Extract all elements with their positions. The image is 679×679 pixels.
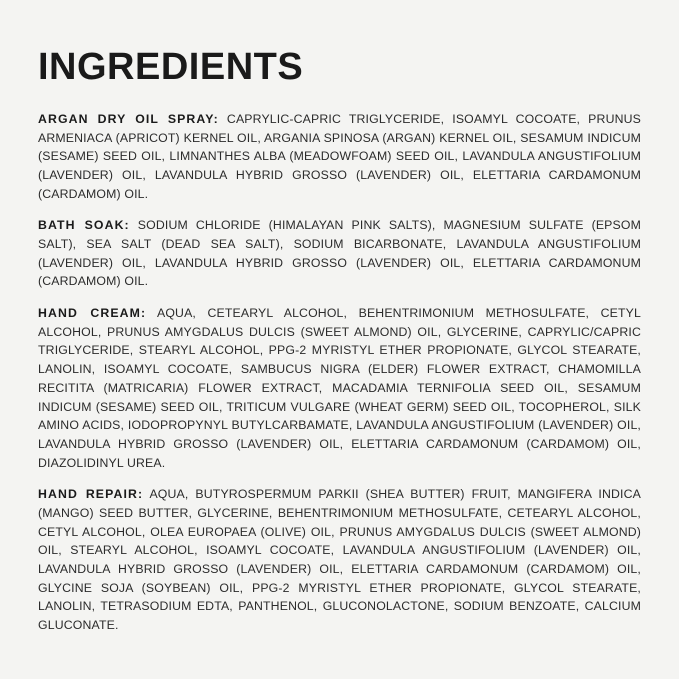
ingredient-section xyxy=(38,485,641,635)
section-label: BATH SOAK: xyxy=(38,218,130,233)
ingredient-section xyxy=(38,216,641,291)
page-title: INGREDIENTS xyxy=(38,46,304,88)
section-text: AQUA, CETEARYL ALCOHOL, BEHENTRIMONIUM METHOSULFATE, CETYL ALCOHOL, PRUNUS AMYGDALUS DULCIS (SWEET ALMOND) OIL, GLYCERINE, CAPRYLIC/CAPRIC TRIGLYCERIDE, STEARYL ALCOHOL, PPG-2 MYRISTYL ETHER PROPIONATE, GLYCOL STEARATE, LANOLIN, ISOAMYL COCOATE, SAMBUCUS NIGRA (ELDER) FLOWER EXTRACT, CHAMOMILLA RECITITA (MATRICARIA) FLOWER EXTRACT, MACADAMIA TERNIFOLIA SEED OIL, SESAMUM INDICUM (SESAME) SEED OIL, TRITICUM VULGARE (WHEAT GERM) SEED OIL, TOCOPHEROL, SILK AMINO ACIDS, IODOPROPYNYL BUTYLCARBAMATE, LAVANDULA ANGUSTIFOLIUM (LAVENDER) OIL, LAVANDULA HYBRID GROSSO (LAVENDER) OIL, ELETTARIA CARDAMONUM (CARDAMOM) OIL, DIAZOLIDINYL UREA. xyxy=(38,306,641,470)
section-label: HAND CREAM: xyxy=(38,306,147,321)
section-text: AQUA, BUTYROSPERMUM PARKII (SHEA BUTTER) FRUIT, MANGIFERA INDICA (MANGO) SEED BUTTER, GLYCERINE, BEHENTRIMONIUM METHOSULFATE, CETEARYL ALCOHOL, CETYL ALCOHOL, OLEA EUROPAEA (OLIVE) OIL, PRUNUS AMYGDALUS DULCIS (SWEET ALMOND) OIL, STEARYL ALCOHOL, ISOAMYL COCOATE, LAVANDULA ANGUSTIFOLIUM (LAVENDER) OIL, LAVANDULA HYBRID GROSSO (LAVENDER) OIL, ELETTARIA CARDAMONUM (CARDAMOM) OIL, GLYCINE SOJA (SOYBEAN) OIL, PPG-2 MYRISTYL ETHER PROPIONATE, GLYCOL STEARATE, LANOLIN, TETRASODIUM EDTA, PANTHENOL, GLUCONOLACTONE, SODIUM BENZOATE, CALCIUM GLUCONATE. xyxy=(38,487,641,633)
ingredient-section xyxy=(38,110,641,203)
section-label: ARGAN DRY OIL SPRAY: xyxy=(38,111,219,126)
section-text: SODIUM CHLORIDE (HIMALAYAN PINK SALTS), MAGNESIUM SULFATE (EPSOM SALT), SEA SALT (DEAD SEA SALT), SODIUM BICARBONATE, LAVANDULA ANGUSTIFOLIUM (LAVENDER) OIL, LAVANDULA HYBRID GROSSO (LAVENDER) OIL, ELETTARIA CARDAMONUM (CARDAMOM) OIL. xyxy=(38,218,641,289)
section-text: CAPRYLIC-CAPRIC TRIGLYCERIDE, ISOAMYL COCOATE, PRUNUS ARMENIACA (APRICOT) KERNEL OIL, ARGANIA SPINOSA (ARGAN) KERNEL OIL, SESAMUM INDICUM (SESAME) SEED OIL, LIMNANTHES ALBA (MEADOWFOAM) SEED OIL, LAVANDULA ANGUSTIFOLIUM (LAVENDER) OIL, LAVANDULA HYBRID GROSSO (LAVENDER) OIL, ELETTARIA CARDAMONUM (CARDAMOM) OIL. xyxy=(38,111,642,201)
section-label: HAND REPAIR: xyxy=(38,487,144,502)
ingredient-section xyxy=(38,304,641,472)
